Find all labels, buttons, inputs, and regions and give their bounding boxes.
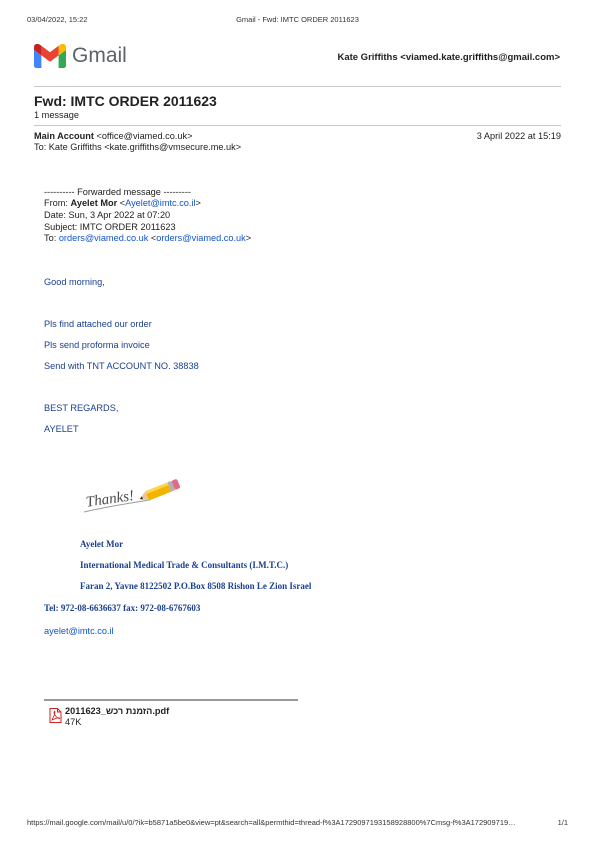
- message-count: 1 message: [34, 110, 79, 120]
- body-line: Pls send proforma invoice: [44, 340, 150, 350]
- signature-company: International Medical Trade & Consultants (I.M.T.C.): [80, 560, 289, 570]
- signature-phone: Tel: 972-08-6636637 fax: 972-08-6767603: [44, 603, 201, 613]
- print-page-number: 1/1: [557, 818, 568, 827]
- forwarded-separator: ---------- Forwarded message ---------: [44, 187, 191, 197]
- forwarded-to: [44, 233, 251, 243]
- account-email: Kate Griffiths <viamed.kate.griffiths@gmail.com>: [337, 52, 560, 63]
- print-datetime: 03/04/2022, 15:22: [27, 15, 88, 24]
- body-greeting: Good morning,: [44, 277, 105, 287]
- body-regards: BEST REGARDS,: [44, 403, 119, 413]
- from-label: From:: [44, 198, 71, 208]
- divider: [34, 86, 561, 87]
- body-line: Send with TNT ACCOUNT NO. 38838: [44, 361, 199, 371]
- gmail-logo-text: Gmail: [72, 44, 127, 67]
- forwarded-from: [44, 198, 201, 208]
- print-url: https://mail.google.com/mail/u/0/?ik=b5871a5be0&view=pt&search=all&permthid=thread-f%3A1729097193158928800%7Cmsg-f%3A172909719…: [27, 818, 516, 827]
- bracket-open: <: [148, 233, 157, 243]
- to-email-link-2[interactable]: orders@viamed.co.uk: [156, 233, 246, 243]
- sender-line: [34, 131, 192, 141]
- sender-email: <office@viamed.co.uk>: [96, 131, 193, 141]
- signature-address: Faran 2, Yavne 8122502 P.O.Box 8508 Rishon Le Zion Israel: [80, 581, 312, 591]
- from-name: Ayelet Mor: [70, 198, 118, 208]
- bracket-open: <: [117, 198, 126, 208]
- print-page-title: Gmail - Fwd: IMTC ORDER 2011623: [236, 15, 359, 24]
- to-label: To:: [44, 233, 59, 243]
- attachment-size: 47K: [65, 717, 82, 727]
- attachment-filename[interactable]: הזמנת רכש_2011623.pdf: [65, 706, 170, 716]
- thanks-pencil-image: [80, 470, 184, 526]
- recipient-line: To: Kate Griffiths <kate.griffiths@vmsecure.me.uk>: [34, 142, 242, 152]
- divider: [34, 125, 561, 126]
- bracket-close: >: [245, 233, 252, 243]
- message-date: 3 April 2022 at 15:19: [476, 131, 561, 141]
- forwarded-date: Date: Sun, 3 Apr 2022 at 07:20: [44, 210, 171, 220]
- body-signoff-name: AYELET: [44, 424, 79, 434]
- signature-name: Ayelet Mor: [80, 539, 124, 549]
- to-email-link[interactable]: orders@viamed.co.uk: [58, 233, 149, 243]
- gmail-logo-icon: [34, 44, 66, 68]
- bracket-close: >: [195, 198, 201, 208]
- sender-name: Main Account: [34, 131, 94, 141]
- pdf-icon: [49, 708, 62, 723]
- body-line: Pls find attached our order: [44, 319, 152, 329]
- thanks-text: Thanks!: [84, 488, 136, 511]
- signature-email-link[interactable]: ayelet@imtc.co.il: [44, 626, 114, 636]
- attachment-divider: [44, 699, 298, 701]
- forwarded-subject: Subject: IMTC ORDER 2011623: [44, 222, 176, 232]
- from-email-link[interactable]: Ayelet@imtc.co.il: [125, 198, 196, 208]
- thread-subject: Fwd: IMTC ORDER 2011623: [34, 93, 217, 109]
